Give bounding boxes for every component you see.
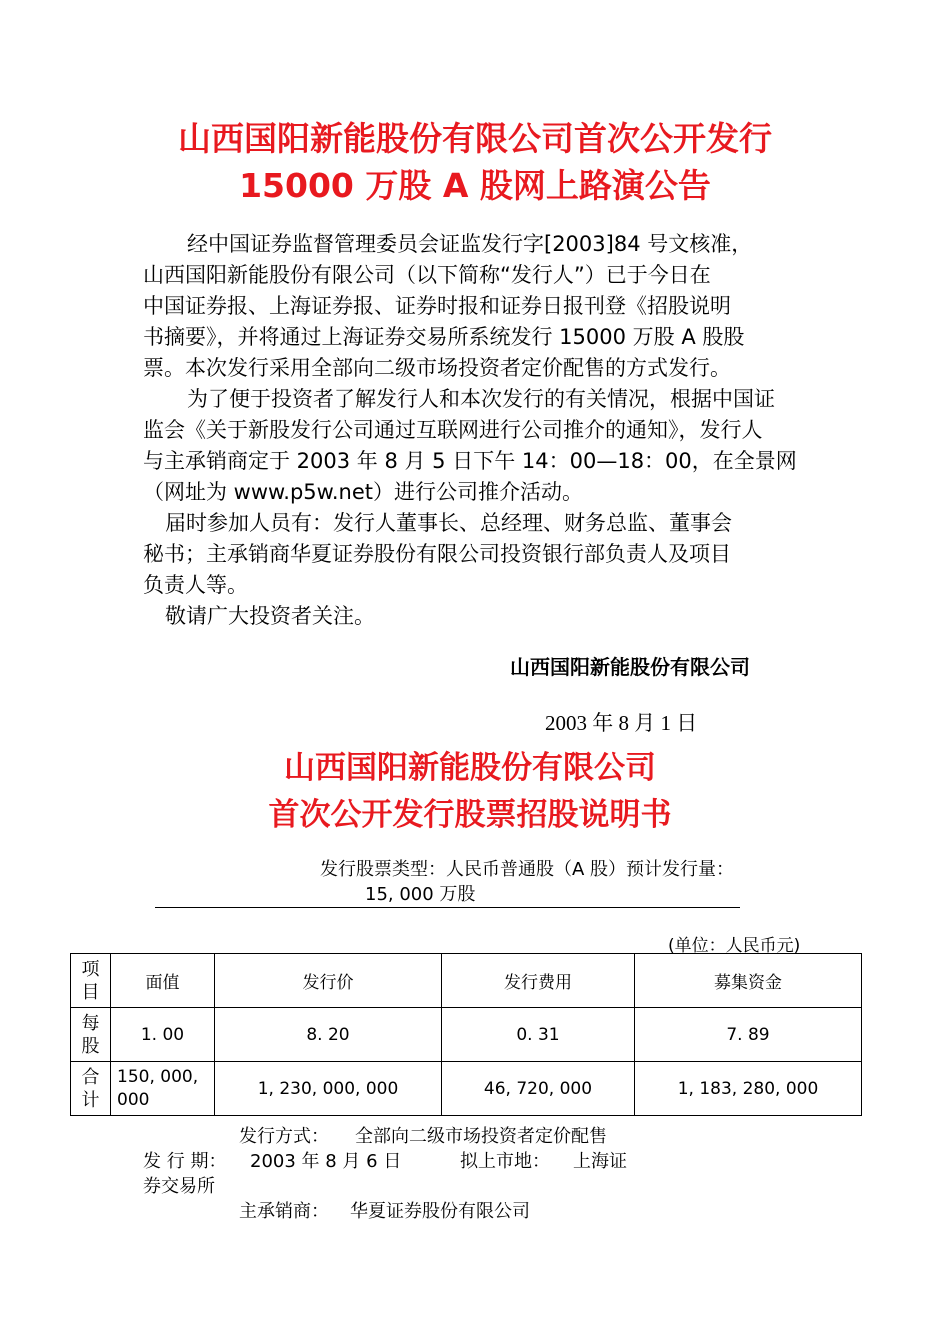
prospectus-title-line2: 首次公开发行股票招股说明书 (268, 797, 672, 833)
header-cell: 面值 (111, 954, 215, 1008)
table-cell: 150, 000, 000 (111, 1062, 215, 1116)
header-cell: 项目 (81, 958, 100, 1003)
notice-line: 届时参加人员有：发行人董事长、总经理、财务总监、董事会 (165, 511, 732, 535)
period-label: 发 行 期： (143, 1151, 227, 1172)
notice-line: 秘书；主承销商华夏证券股份有限公司投资银行部负责人及项目 (143, 542, 731, 566)
notice-line: 监会《关于新股发行公司通过互联网进行公司推介的通知》，发行人 (143, 418, 763, 442)
table-cell: 0. 31 (442, 1008, 635, 1062)
notice-line: 为了便于投资者了解发行人和本次发行的有关情况，根据中国证 (187, 387, 775, 411)
notice-line: 敬请广大投资者关注。 (165, 604, 375, 628)
header-cell: 发行费用 (442, 954, 635, 1008)
row-label: 每股 (81, 1012, 100, 1057)
table-header-row (71, 954, 862, 1008)
divider-rule (155, 907, 740, 908)
method-value: 全部向二级市场投资者定价配售 (355, 1126, 607, 1147)
notice-line: 书摘要》，并将通过上海证券交易所系统发行 15000 万股 A 股股 (143, 325, 745, 349)
notice-title-line1: 山西国阳新能股份有限公司首次公开发行 (178, 119, 772, 158)
notice-line: 与主承销商定于 2003 年 8 月 5 日下午 14：00—18：00，在全景网 (143, 449, 797, 473)
row-label: 合计 (81, 1066, 100, 1111)
prospectus-title-line1: 山西国阳新能股份有限公司 (284, 750, 656, 786)
notice-line: 中国证券报、上海证券报、证券时报和证券日报刊登《招股说明 (143, 294, 731, 318)
market-value: 上海证 (573, 1151, 627, 1172)
method-label: 发行方式： (239, 1126, 329, 1147)
notice-title-line2: 15000 万股 A 股网上路演公告 (239, 166, 711, 205)
unit-note: (单位：人民币元) (668, 936, 801, 956)
market-value-cont: 券交易所 (143, 1176, 215, 1197)
header-cell: 发行价 (215, 954, 442, 1008)
header-cell: 募集资金 (635, 954, 862, 1008)
header-item (71, 954, 111, 1008)
period-value: 2003 年 8 月 6 日 (250, 1151, 402, 1172)
table-cell: 46, 720, 000 (442, 1062, 635, 1116)
notice-body (143, 229, 843, 632)
notice-date: 2003 年 8 月 1 日 (545, 711, 698, 735)
underwriter-label: 主承销商： (239, 1201, 329, 1222)
table-row (71, 1062, 862, 1116)
notice-line: 票。本次发行采用全部向二级市场投资者定价配售的方式发行。 (143, 356, 731, 380)
table-cell: 8. 20 (215, 1008, 442, 1062)
notice-line: （网址为 www.p5w.net）进行公司推介活动。 (143, 480, 584, 504)
table-row (71, 1008, 862, 1062)
table-cell: 7. 89 (635, 1008, 862, 1062)
market-label: 拟上市地： (460, 1151, 550, 1172)
table-cell: 1, 183, 280, 000 (635, 1062, 862, 1116)
notice-signature: 山西国阳新能股份有限公司 (510, 655, 750, 679)
notice-line: 负责人等。 (143, 573, 248, 597)
stock-type-line: 发行股票类型：人民币普通股（A 股）预计发行量： (320, 859, 735, 880)
notice-line: 山西国阳新能股份有限公司（以下简称“发行人”）已于今日在 (143, 263, 711, 287)
row-label-cell (71, 1062, 111, 1116)
table-cell: 1. 00 (111, 1008, 215, 1062)
issue-volume: 15, 000 万股 (365, 884, 476, 905)
underwriter-value: 华夏证券股份有限公司 (350, 1201, 530, 1222)
notice-line: 经中国证券监督管理委员会证监发行字[2003]84 号文核准， (187, 232, 753, 256)
offering-table (70, 953, 862, 1116)
table-cell: 1, 230, 000, 000 (215, 1062, 442, 1116)
row-label-cell (71, 1008, 111, 1062)
